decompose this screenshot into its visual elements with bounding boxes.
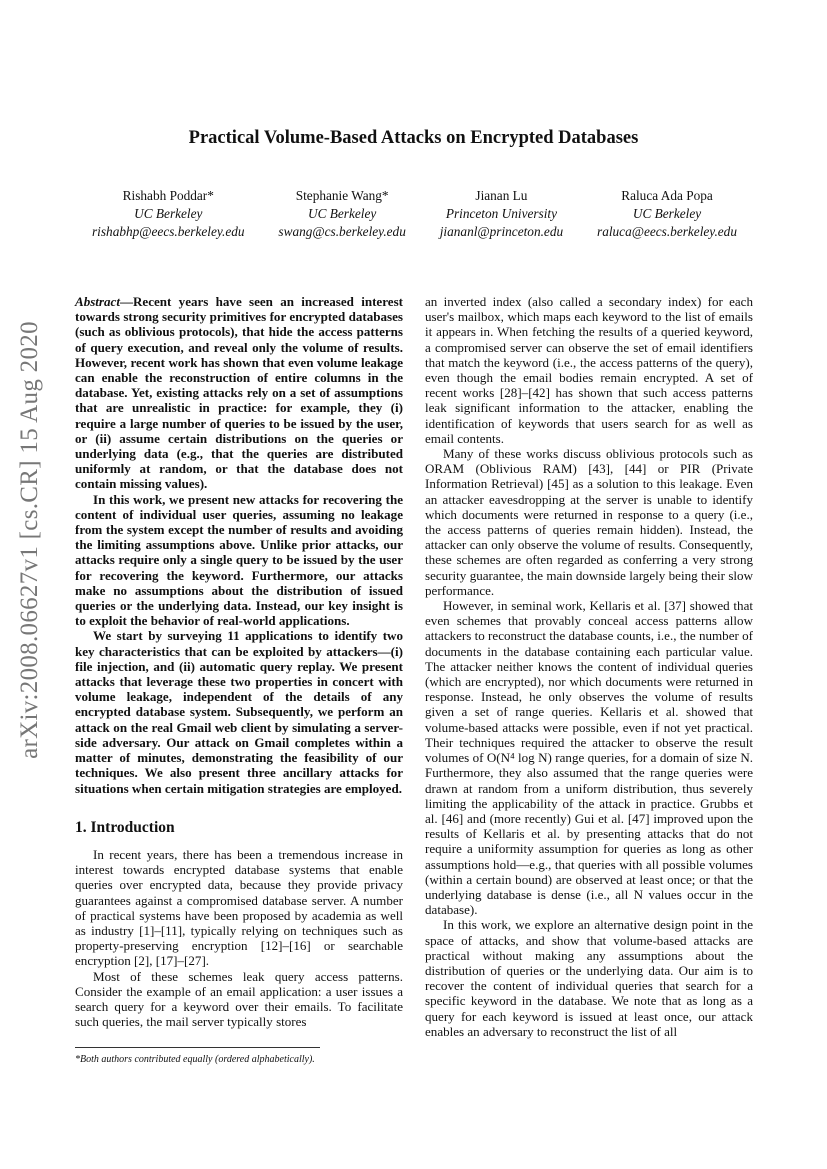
- abstract-text: —Recent years have seen an increased interest towards strong security primitives for encrypted databases (such as oblivious protocols), that hide the access patterns of query execution, and reveal only the volume of results. However, recent work has shown that even volume leakage can enable the reconstruction of entire columns in the database. Yet, existing attacks rely on a set of assumptions that are unrealistic in practice: for example, they (i) require a large number of queries to be issued by the user, or (ii) assume certain distributions on the queries or underlying data (e.g., that the queries are distributed uniformly at random, or that the database does not contain missing values).: [75, 294, 403, 492]
- author-block: [597, 187, 737, 241]
- author-list: [92, 187, 737, 241]
- abstract-paragraph: We start by surveying 11 applications to identify two key characteristics that can be exploited by attackers—(i) file injection, and (ii) automatic query replay. We present attacks that leverage these two properties in concert with volume leakage, independent of the details of any encrypted database system. Subsequently, we perform an attack on the real Gmail web client by simulating a server-side adversary. Our attack on Gmail completes within a matter of minutes, demonstrating the feasibility of our techniques. We also present three ancillary attacks for situations when certain mitigation strategies are employed.: [75, 628, 403, 796]
- author-block: [440, 187, 563, 241]
- section-heading: 1. Introduction: [75, 818, 175, 836]
- arxiv-identifier: [10, 321, 50, 759]
- author-email: swang@cs.berkeley.edu: [278, 224, 406, 239]
- author-block: [278, 187, 405, 241]
- author-email: jiananl@princeton.edu: [439, 224, 564, 239]
- abstract-label: Abstract: [75, 294, 120, 309]
- abstract-paragraph: [75, 294, 403, 492]
- body-paragraph: Many of these works discuss oblivious protocols such as ORAM (Oblivious RAM) [43], [44] or PIR (Private Information Retrieval) [45] as a solution to this leakage. Even an attacker eavesdropping at the server is unable to identify which documents were returned in response to a query (i.e., the access patterns of queries remain hidden). Instead, the attacker can only observe the volume of results. Consequently, these schemes are often regarded as conferring a very strong security guarantee, the main downside largely being their slow performance.: [425, 446, 753, 598]
- body-paragraph: However, in seminal work, Kellaris et al. [37] showed that even schemes that provably conceal access patterns allow attackers to reconstruct the database counts, i.e., the number of documents in the database containing each particular value. The attacker neither knows the content of individual queries (which are encrypted), nor which documents were returned in response. Instead, he only observes the volume of results given a set of range queries. Kellaris et al. showed that volume-based attacks were possible, even if not yet practical. Their techniques required the attacker to observe the result volumes of O(N⁴ log N) range queries, for a domain of size N. Furthermore, they also assumed that the range queries were drawn at random from a uniform distribution, thus severely limiting the applicability of the attack in practice. Grubbs et al. [46] and (more recently) Gui et al. [47] improved upon the results of Kellaris et al. by presenting attacks that do not require a uniformity assumption for queries as long as other assumptions hold—e.g., that queries with all possible volumes (within a certain bound) are observed at least once; or that the underlying database is dense (i.e., all N values occur in the database).: [425, 598, 753, 918]
- body-paragraph: an inverted index (also called a secondary index) for each user's mailbox, which maps each keyword to the list of emails it appears in. When fetching the results of a queried keyword, a compromised server can observe the set of email identifiers that match the keyword (i.e., the access patterns of the query), even though the email bodies remain encrypted. A set of recent works [28]–[42] has shown that such access patterns leak significant information to the attacker, enabling the identification of keywords that users search for as well as email contents.: [425, 294, 753, 446]
- author-affiliation: UC Berkeley: [134, 206, 203, 221]
- abstract-paragraph: In this work, we present new attacks for recovering the content of individual user queries, assuming no leakage from the system except the number of results and avoiding the limiting assumptions above. Unlike prior attacks, our attacks require only a single query to be issued by the user for recovering the keyword. Furthermore, our attacks make no assumptions about the distribution of issued queries or the underlying data. Instead, our key insight is to exploit the behavior of real-world applications.: [75, 491, 403, 629]
- left-column: [75, 294, 403, 1029]
- right-column: [425, 294, 753, 1039]
- footnote: [75, 1047, 403, 1065]
- author-email: rishabhp@eecs.berkeley.edu: [92, 224, 245, 239]
- footnote-rule: [75, 1047, 320, 1048]
- author-email: raluca@eecs.berkeley.edu: [597, 224, 737, 239]
- author-name: Raluca Ada Popa: [621, 188, 713, 203]
- body-paragraph: Most of these schemes leak query access patterns. Consider the example of an email application: a user issues a search query for a keyword over their emails. To facilitate such queries, the mail server typically stores: [75, 968, 403, 1030]
- author-affiliation: Princeton University: [445, 206, 558, 221]
- arxiv-identifier-text: arXiv:2008.06627v1 [cs.CR] 15 Aug 2020: [16, 321, 43, 759]
- author-name: Rishabh Poddar*: [122, 188, 214, 203]
- paper-title: Practical Volume-Based Attacks on Encrypted Databases: [188, 128, 639, 148]
- footnote-text: *Both authors contributed equally (ordered alphabetically).: [75, 1054, 315, 1065]
- author-name: Jianan Lu: [475, 188, 528, 203]
- author-block: [92, 187, 245, 241]
- abstract: [75, 294, 403, 796]
- author-name: Stephanie Wang*: [295, 188, 389, 203]
- author-affiliation: UC Berkeley: [307, 206, 377, 221]
- author-affiliation: UC Berkeley: [632, 206, 702, 221]
- body-paragraph: In this work, we explore an alternative design point in the space of attacks, and show that volume-based attacks are practical without making any assumptions about the distribution of queries or the underlying data. Our aim is to recover the content of individual queries that search for a specific keyword in the database. We note that as long as a query for each keyword is issued at least once, our attack enables an adversary to reconstruct the list of all: [425, 917, 753, 1039]
- body-paragraph: In recent years, there has been a tremendous increase in interest towards encrypted database systems that enable queries over encrypted data, because they provide privacy guarantees against a compromised database server. A number of practical systems have been proposed by academia as well as industry [1]–[11], typically relying on techniques such as property-preserving encryption [12]–[16] or searchable encryption [2], [17]–[27].: [75, 846, 403, 969]
